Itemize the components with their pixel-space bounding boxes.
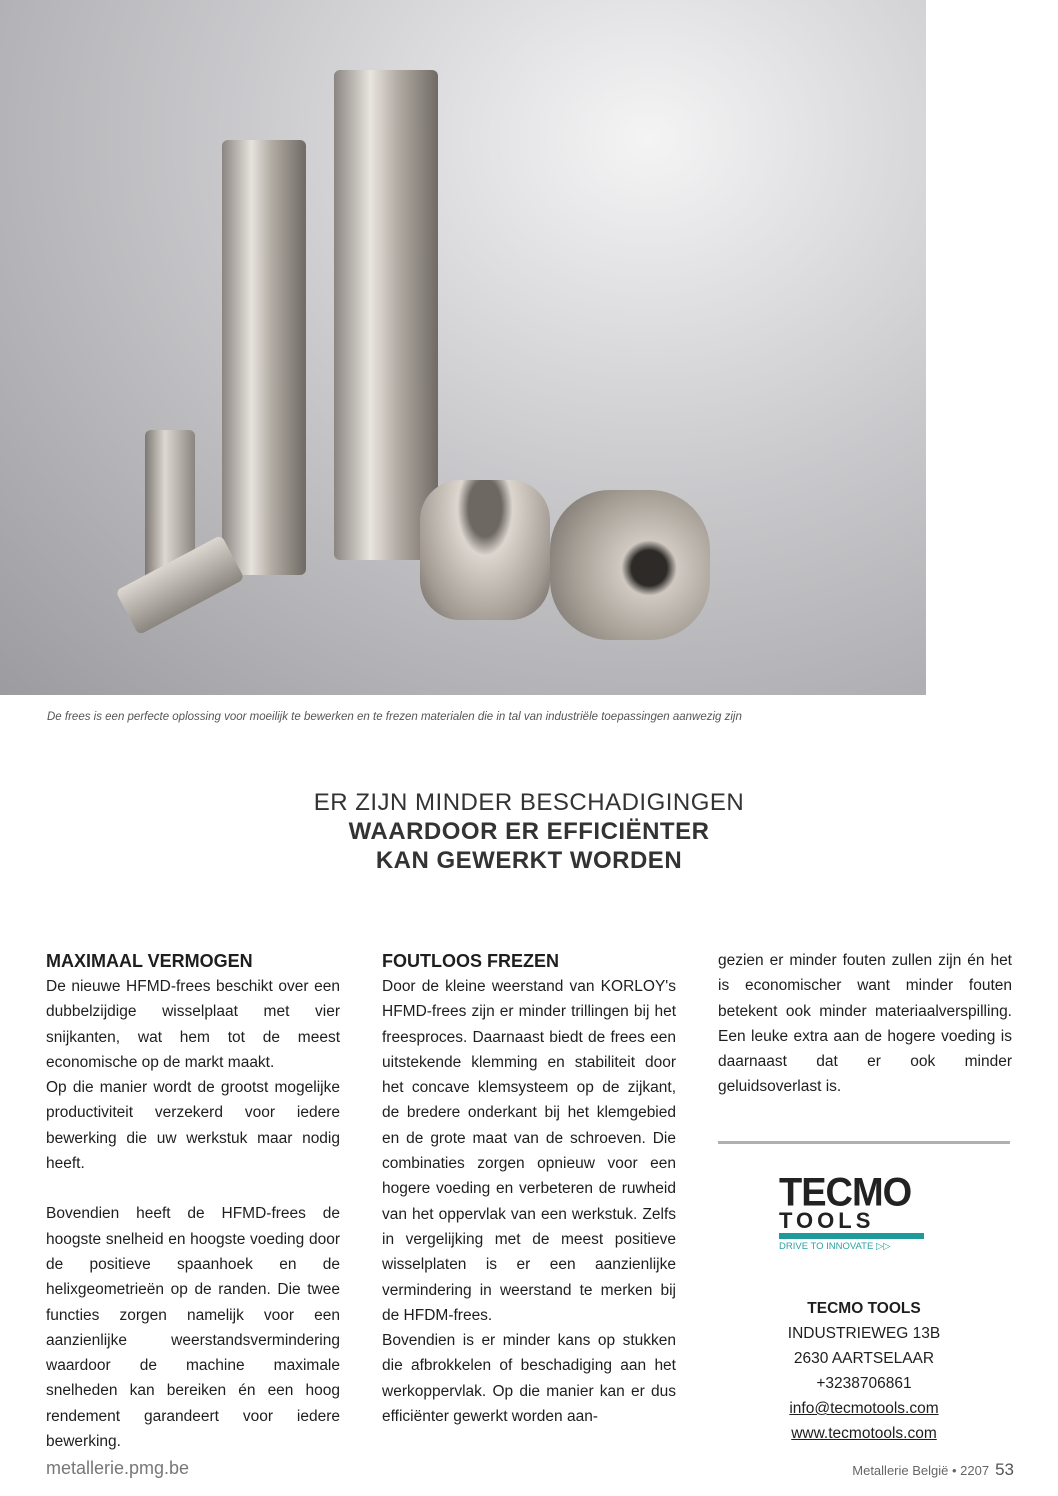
section-heading: FOUTLOOS FREZEN — [382, 951, 559, 971]
issue-label: Metallerie België • 2207 — [852, 1463, 990, 1478]
phone-number: +3238706861 — [816, 1375, 912, 1392]
photo-caption: De frees is een perfecte oplossing voor moeilijk te bewerken en te frezen materialen die in tal van industriële toepassingen aanwezig zijn — [47, 711, 742, 723]
paragraph: Bovendien is er minder kans op stukken die afbrokkelen of beschadiging aan het werkoppervlak. Op die manier kan er dus efficiënter gewerkt worden aan- — [382, 1332, 676, 1426]
product-photo — [0, 0, 926, 695]
headline-line-2: WAARDOOR ER EFFICIËNTER — [348, 818, 710, 845]
logo-tagline: DRIVE TO INNOVATE ▷▷ — [779, 1241, 891, 1252]
page-number: 53 — [995, 1460, 1014, 1479]
section-heading: MAXIMAAL VERMOGEN — [46, 951, 253, 971]
address-street: INDUSTRIEWEG 13B — [787, 1325, 941, 1342]
paragraph: Op die manier wordt de grootst mogelijke productiviteit verzekerd voor iedere bewerking die uw werkstuk maar nodig heeft. — [46, 1079, 340, 1173]
face-mill-left — [420, 480, 550, 620]
headline-line-3: KAN GEWERKT WORDEN — [375, 847, 683, 874]
email-link[interactable]: info@tecmotools.com — [789, 1400, 939, 1417]
footer-issue — [852, 1460, 1014, 1480]
company-name: TECMO TOOLS — [807, 1300, 921, 1317]
footer-site-link[interactable]: metallerie.pmg.be — [46, 1458, 190, 1478]
paragraph: De nieuwe HFMD-frees beschikt over een dubbelzijdige wisselplaat met vier snijkanten, wat hem tot de meest economische op de markt maakt. — [46, 978, 340, 1071]
divider — [718, 1141, 1010, 1144]
article-column-1 — [46, 948, 340, 1454]
contact-block — [718, 1296, 1010, 1446]
paragraph: Bovendien heeft de HFMD-frees de hoogste snelheid en hoogste voeding door de positieve spaanhoek en de helixgeometrieën op de randen. Die twee functies zorgen namelijk voor een aanzienlijke weerstandsvermindering waardoor de machine maximale snelheden kan bereiken én een hoog rendement garandeert voor iedere bewerking. — [46, 1205, 340, 1451]
tall-end-mill — [334, 70, 438, 560]
logo-accent-bar — [779, 1233, 924, 1239]
pull-quote-headline — [0, 788, 1058, 875]
address-city: 2630 AARTSELAAR — [793, 1350, 935, 1367]
paragraph: gezien er minder fouten zullen zijn én het is economischer want minder fouten betekent ook minder materiaalverspilling. Een leuke extra aan de hogere voeding is daarnaast dat er ook minder geluidsoverlast is. — [718, 952, 1012, 1096]
face-mill-right — [550, 490, 710, 640]
article-column-2 — [382, 948, 676, 1429]
logo-text-tecmo: TECMO — [779, 1170, 912, 1216]
tecmo-tools-logo — [779, 1170, 929, 1252]
website-link[interactable]: www.tecmotools.com — [791, 1425, 937, 1442]
headline-line-1: ER ZIJN MINDER BESCHADIGINGEN — [313, 789, 745, 816]
logo-text-tools: TOOLS — [779, 1208, 875, 1233]
article-column-3 — [718, 948, 1012, 1100]
medium-end-mill — [222, 140, 306, 575]
paragraph: Door de kleine weerstand van KORLOY's HFMD-frees zijn er minder trillingen bij het freesproces. Daarnaast biedt de frees een uitstekende klemming en stabiliteit door het concave klemsysteem op de zijkant, de bredere onderkant bij het klemgebied en de grote maat van de schroeven. Die combinaties zorgen opnieuw voor een hogere voeding en verbeteren de ruwheid van het oppervlak van een werkstuk. Zelfs in vergelijking met de meest positieve wisselplaten is er een aanzienlijke vermindering in weerstand te merken bij de HFDM-frees. — [382, 978, 676, 1324]
